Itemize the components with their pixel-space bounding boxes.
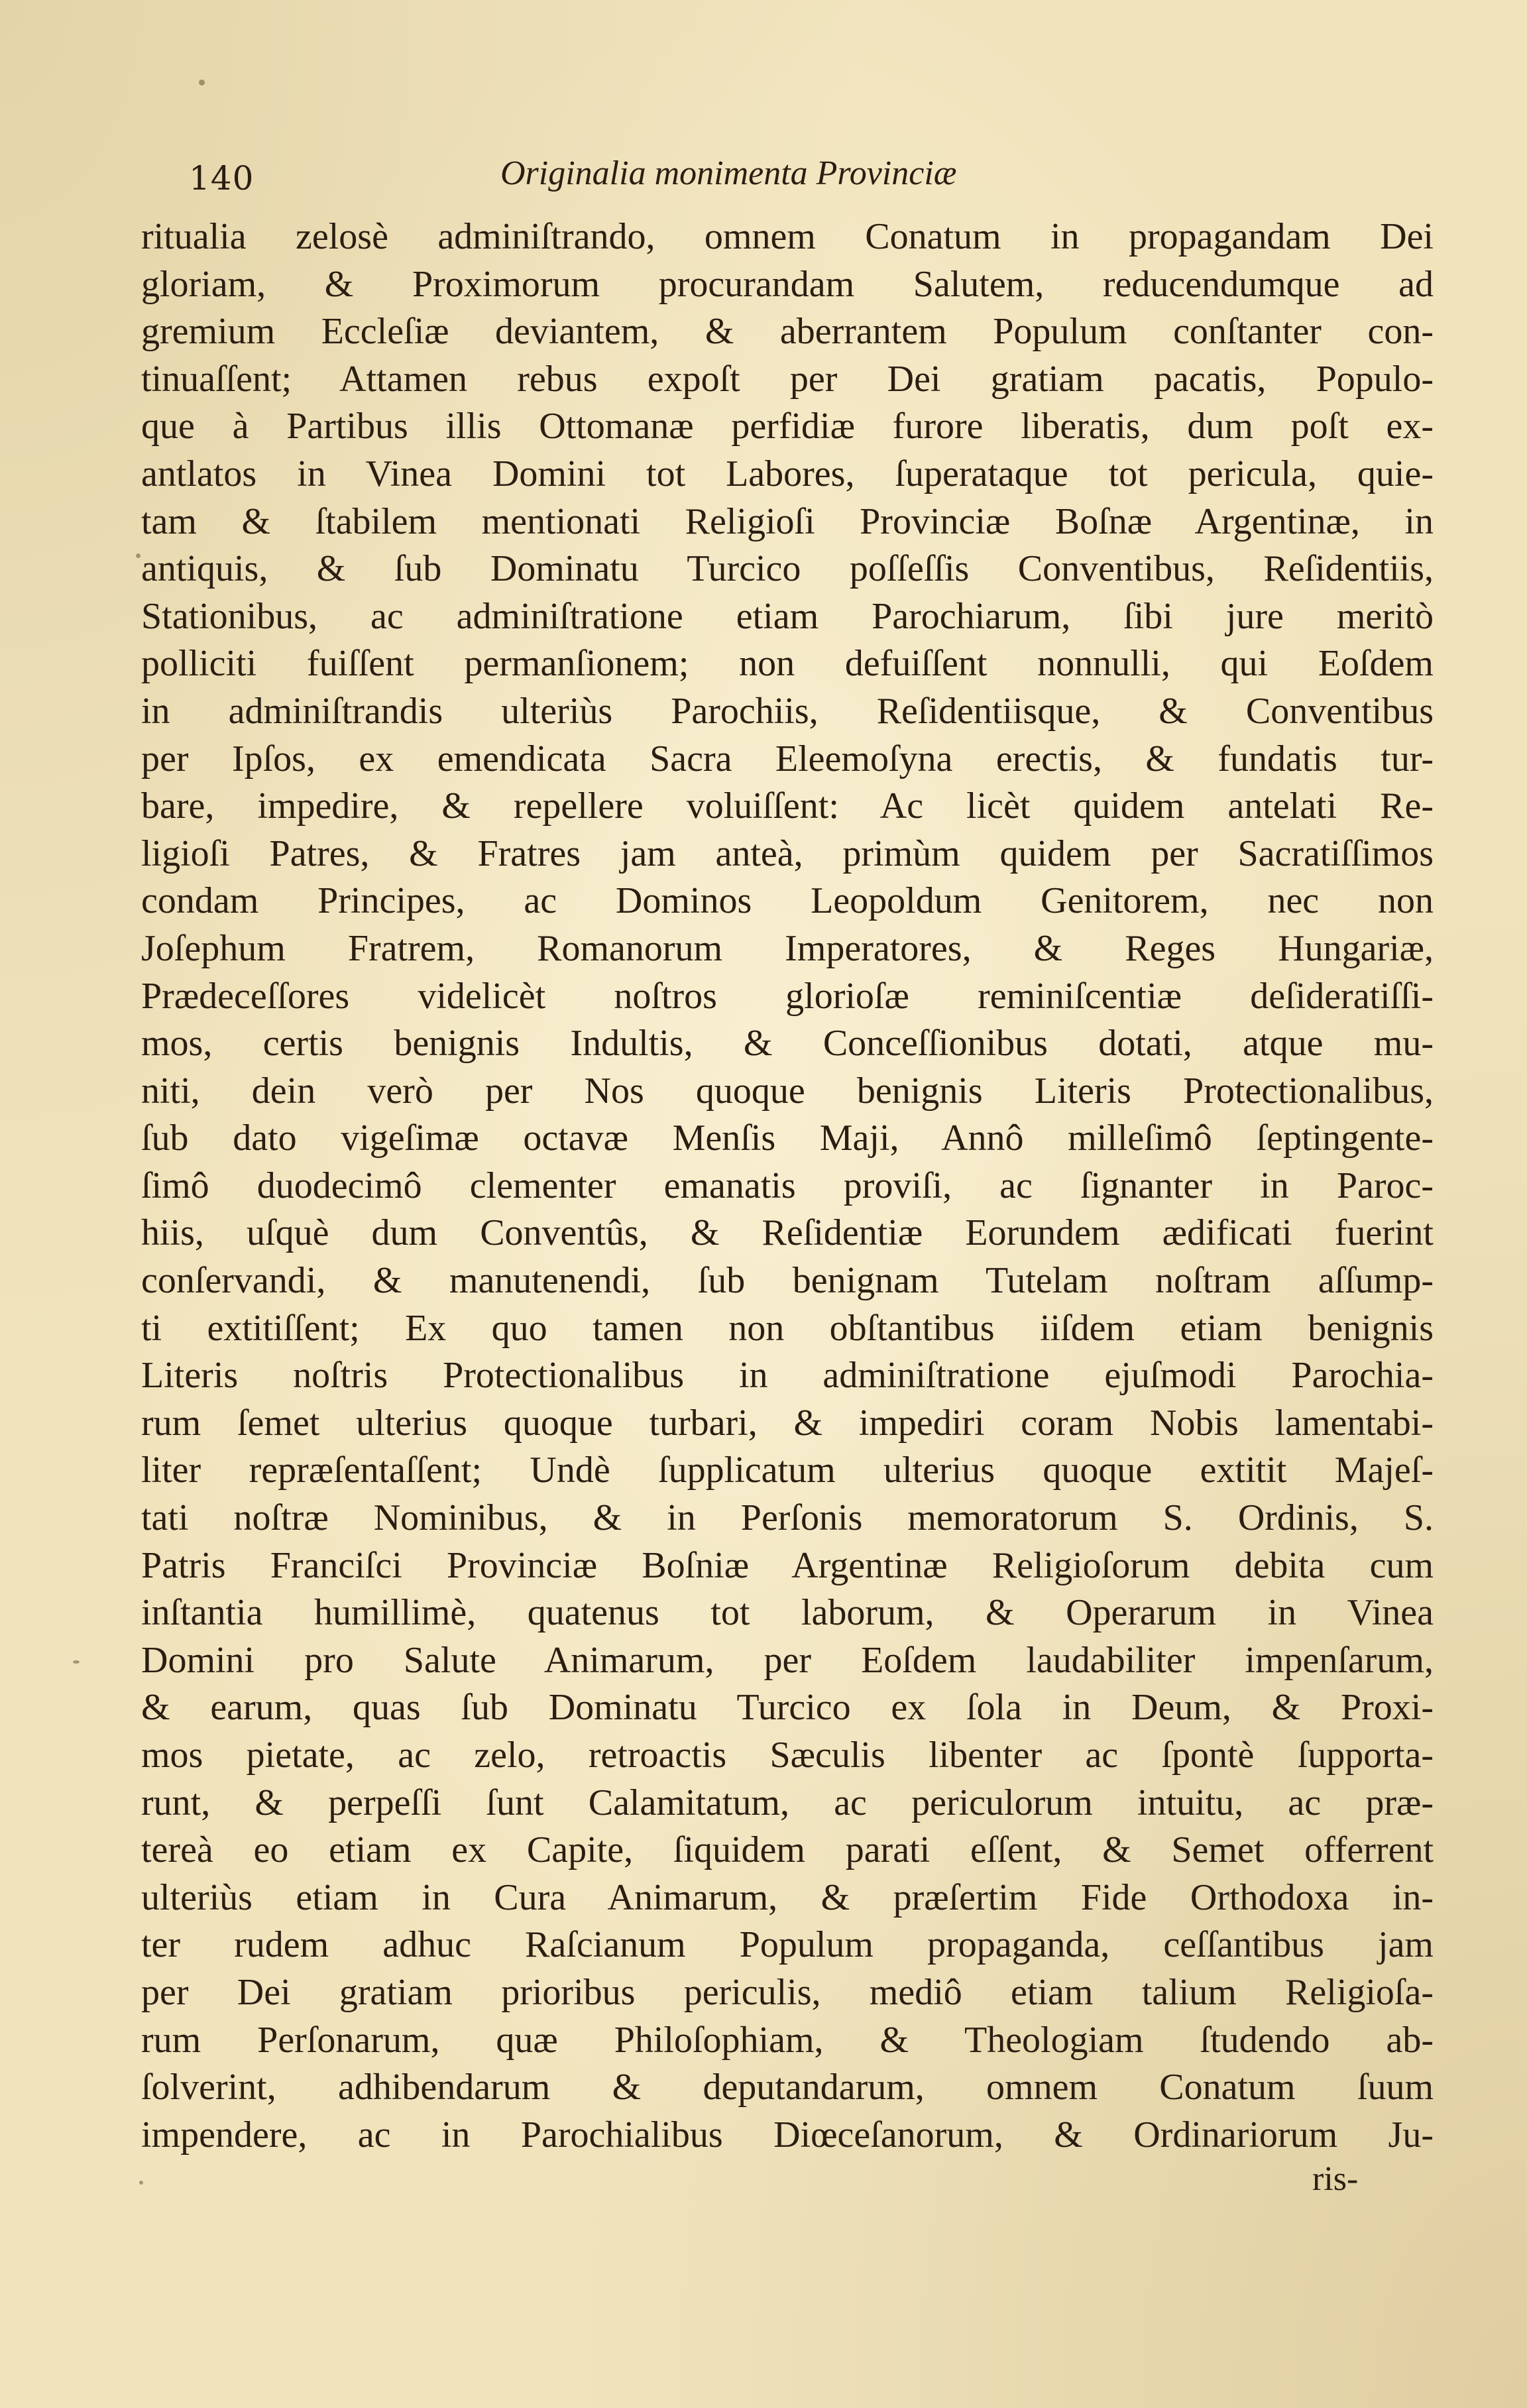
text-line: condam Principes, ac Dominos Leopoldum Genitorem, nec non (141, 880, 1434, 922)
text-line: tati noſtræ Nominibus, & in Perſonis memoratorum S. Ordinis, S. (141, 1497, 1434, 1539)
paper-speck (73, 1660, 80, 1664)
text-line: inſtantia humillimè, quatenus tot laborum, & Operarum in Vinea (141, 1592, 1434, 1634)
text-line: ſolverint, adhibendarum & deputandarum, omnem Conatum ſuum (141, 2067, 1434, 2108)
text-line: hiis, uſquè dum Conventûs, & Reſidentiæ Eorundem ædificati fuerint (141, 1212, 1434, 1254)
text-line: tinuaſſent; Attamen rebus expoſt per Dei gratiam pacatis, Populo- (141, 358, 1434, 400)
paper-speck (136, 553, 141, 558)
text-line: in adminiſtrandis ulteriùs Parochiis, Reſidentiisque, & Conventibus (141, 690, 1434, 732)
text-line: Stationibus, ac adminiſtratione etiam Parochiarum, ſibi jure meritò (141, 595, 1434, 637)
text-line: Literis noſtris Protectionalibus in adminiſtratione ejuſmodi Parochia- (141, 1355, 1434, 1397)
running-title: Originalia monimenta Provinciæ (500, 154, 957, 192)
text-line: per Ipſos, ex emendicata Sacra Eleemoſyna erectis, & fundatis tur- (141, 738, 1434, 779)
text-line: tereà eo etiam ex Capite, ſiquidem parati eſſent, & Semet offerrent (141, 1829, 1434, 1871)
text-line: rum Perſonarum, quæ Philoſophiam, & Theologiam ſtudendo ab- (141, 2019, 1434, 2061)
text-line: impendere, ac in Parochialibus Diœceſanorum, & Ordinariorum Ju- (141, 2114, 1434, 2155)
text-line: polliciti fuiſſent permanſionem; non defuiſſent nonnulli, qui Eoſdem (141, 643, 1434, 685)
text-line: rum ſemet ulterius quoque turbari, & impediri coram Nobis lamentabi- (141, 1402, 1434, 1444)
text-line: ſimô duodecimô clementer emanatis proviſi, ac ſignanter in Paroc- (141, 1165, 1434, 1206)
text-line: Joſephum Fratrem, Romanorum Imperatores, & Reges Hungariæ, (141, 927, 1434, 969)
text-line: que à Partibus illis Ottomanæ perfidiæ furore liberatis, dum poſt ex- (141, 406, 1434, 447)
text-line: antiquis, & ſub Dominatu Turcico poſſeſſis Conventibus, Reſidentiis, (141, 548, 1434, 590)
text-line: ulteriùs etiam in Cura Animarum, & præſertim Fide Orthodoxa in- (141, 1876, 1434, 1918)
text-line: ſub dato vigeſimæ octavæ Menſis Maji, Annô milleſimô ſeptingente- (141, 1118, 1434, 1159)
text-line: bare, impedire, & repellere voluiſſent: Ac licèt quidem antelati Re- (141, 785, 1434, 827)
text-line: antlatos in Vinea Domini tot Labores, ſuperataque tot pericula, quie- (141, 453, 1434, 494)
paper-speck (199, 80, 205, 86)
text-line: Domini pro Salute Animarum, per Eoſdem laudabiliter impenſarum, (141, 1639, 1434, 1681)
text-line: mos pietate, ac zelo, retroactis Sæculis libenter ac ſpontè ſupporta- (141, 1735, 1434, 1776)
text-line: tam & ſtabilem mentionati Religioſi Provinciæ Boſnæ Argentinæ, in (141, 500, 1434, 542)
text-line: & earum, quas ſub Dominatu Turcico ex ſola in Deum, & Proxi- (141, 1687, 1434, 1729)
paper-speck (139, 2181, 143, 2185)
text-line: ligioſi Patres, & Fratres jam anteà, primùm quidem per Sacratiſſimos (141, 832, 1434, 874)
text-line: gloriam, & Proximorum procurandam Salutem, reducendumque ad (141, 263, 1434, 305)
text-line: per Dei gratiam prioribus periculis, mediô etiam talium Religioſa- (141, 1971, 1434, 2013)
page-number: 140 (189, 159, 254, 198)
text-line: ti extitiſſent; Ex quo tamen non obſtantibus iiſdem etiam benignis (141, 1307, 1434, 1349)
text-line: Prædeceſſores videlicèt noſtros glorioſæ reminiſcentiæ deſideratiſſi- (141, 975, 1434, 1017)
text-line: conſervandi, & manutenendi, ſub benignam Tutelam noſtram aſſump- (141, 1260, 1434, 1302)
body-text (141, 213, 1434, 2159)
page-header (189, 154, 1170, 207)
text-line: Patris Franciſci Provinciæ Boſniæ Argentinæ Religioſorum debita cum (141, 1544, 1434, 1586)
text-line: liter repræſentaſſent; Undè ſupplicatum ulterius quoque extitit Majeſ- (141, 1450, 1434, 1491)
text-line: ritualia zelosè adminiſtrando, omnem Conatum in propagandam Dei (141, 216, 1434, 257)
text-line: runt, & perpeſſi ſunt Calamitatum, ac periculorum intuitu, ac præ- (141, 1782, 1434, 1823)
catchword: ris- (1312, 2160, 1359, 2198)
text-line: ter rudem adhuc Raſcianum Populum propaganda, ceſſantibus jam (141, 1924, 1434, 1966)
text-line: niti, dein verò per Nos quoque benignis Literis Protectionalibus, (141, 1070, 1434, 1112)
text-line: mos, certis benignis Indultis, & Conceſſionibus dotati, atque mu- (141, 1023, 1434, 1064)
text-line: gremium Eccleſiæ deviantem, & aberrantem Populum conſtanter con- (141, 311, 1434, 353)
